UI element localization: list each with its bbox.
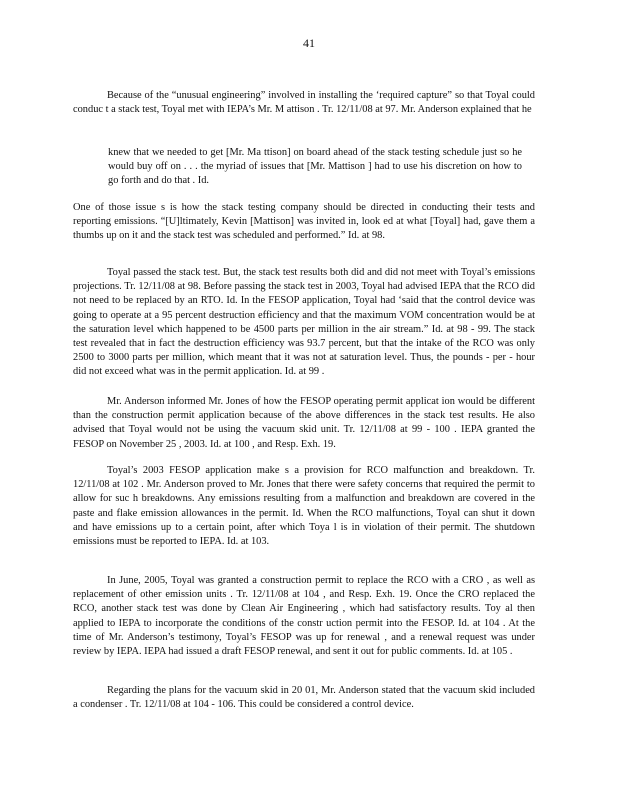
paragraph-6: In June, 2005, Toyal was granted a construction permit to replace the RCO with a CRO , as well as replacement of other emission units . Tr. 12/11/08 at 104 , and Resp. Exh. 19. Once the CRO replaced the RCO, another stack test was done by Clean Air Engineering , which had satisfactory results. Toy al then applied to IEPA to incorporate the conditions of the constr uction permit into the FESOP. Id. at 104 . At the time of Mr. Anderson’s testimony, Toyal’s FESOP was up for renewal , and a renewal request was under review by IEPA. IEPA had issued a draft FESOP renewal, and sent it out for public comments. Id. at 105 . bbox=[73, 575, 535, 658]
paragraph-4: Mr. Anderson informed Mr. Jones of how the FESOP operating permit applicat ion would be different than the construction permit application because of the above differences in the stack test results. He also advised that Toyal would not be using the vacuum skid unit. Tr. 12/11/08 at 99 - 100 . IEPA granted the FESOP on November 25 , 2003. Id. at 100 , and Resp. Exh. 19. bbox=[73, 396, 535, 450]
block-quote: knew that we needed to get [Mr. Ma ttison] on board ahead of the stack testing schedule just so he would buy off on . . . the myriad of issues that [Mr. Mattison ] had to use his discretion on how to go forth and do that . Id. bbox=[108, 147, 522, 187]
paragraph-7: Regarding the plans for the vacuum skid in 20 01, Mr. Anderson stated that the vacuum skid included a condenser . Tr. 12/11/08 at 104 - 106. This could be considered a control device. bbox=[73, 685, 535, 711]
paragraph-1: Because of the “unusual engineering” involved in installing the ‘required capture” so that Toyal could conduc t a stack test, Toyal met with IEPA’s Mr. M attison . Tr. 12/11/08 at 97. Mr. Anderson explained that he bbox=[73, 90, 535, 116]
paragraph-2: One of those issue s is how the stack testing company should be directed in conducting their tests and reporting emissions. “[U]ltimately, Kevin [Mattison] was invited in, look ed at what [Toyal] had, gave them a thumbs up on it and the stack test was scheduled and performed.” Id. at 98. bbox=[73, 202, 535, 242]
page-number: 41 bbox=[303, 36, 315, 50]
paragraph-5: Toyal’s 2003 FESOP application make s a provision for RCO malfunction and breakdown. Tr. 12/11/08 at 102 . Mr. Anderson proved to Mr. Jones that there were safety concerns that required the permit to allow for suc h breakdowns. Any emissions resulting from a malfunction and breakdown are covered in the paste and flake emission allowances in the permit. Id. When the RCO malfunctions, Toyal can shut it down and have emissions up to a certain point, after which Toya l is in violation of their permit. The shutdown emissions must be reported to IEPA. Id. at 103. bbox=[73, 465, 535, 548]
paragraph-3: Toyal passed the stack test. But, the stack test results both did and did not meet with Toyal’s emissions projections. Tr. 12/11/08 at 98. Before passing the stack test in 2003, Toyal had advised IEPA that the RCO did not need to be replaced by an RTO. Id. In the FESOP application, Toyal had ‘said that the control device was going to operate at a 95 percent destruction efficiency and that the maximum VOM concentration would be at the saturation level which happened to be 4500 parts per million in the air stream.” Id. at 98 - 99. The stack test revealed that in fact the destruction efficiency was 93.7 percent, but that the intake of the RCO was only 2500 to 3000 parts per million, which meant that it was not at saturation level. Thus, the pounds - per - hour did not exceed what was in the permit application. Id. at 99 . bbox=[73, 267, 535, 378]
